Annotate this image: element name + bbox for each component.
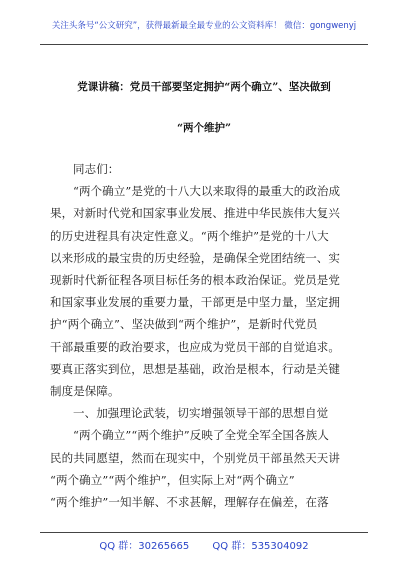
document-title-line-1: 党课讲稿：党员干部要坚定拥护“两个确立”、坚决做到	[77, 81, 331, 93]
paragraph-line: “两个确立”“两个维护”反映了全党全军全国各族人	[73, 428, 329, 443]
paragraph-line: 同志们：	[73, 162, 120, 176]
document-body	[50, 158, 362, 513]
header-divider	[40, 44, 368, 45]
paragraph-line: 果，对新时代党和国家事业发展、推进中华民族伟大复兴	[50, 206, 340, 221]
paragraph-line: 的历史进程具有决定性意义。“两个维护”是党的十八大	[50, 228, 329, 243]
paragraph-line: 以来形成的最宝贵的历史经验，是确保全党团结统一、实	[50, 250, 340, 265]
paragraph-line: 民的共同愿望，然而在现实中，个别党员干部虽然天天讲	[50, 450, 340, 465]
document-title-line-2: “两个维护”	[176, 122, 232, 134]
paragraph-line: 和国家事业发展的重要力量，干部更是中坚力量，坚定拥	[50, 295, 340, 310]
paragraph-line: 要真正落实到位，思想是基础，政治是根本，行动是关键	[50, 361, 340, 376]
footer-divider	[40, 532, 368, 533]
paragraph-line: 现新时代新征程各项目标任务的根本政治保证。党员是党	[50, 273, 340, 288]
paragraph-line: 护“两个确立”、坚决做到“两个维护”，是新时代党员	[50, 317, 318, 332]
header-notice: 关注头条号“公文研究”，获得最新最全最专业的公文资料库！ 微信：gongwenyj	[51, 21, 357, 31]
paragraph-line: “两个确立”是党的十八大以来取得的最重大的政治成	[73, 184, 341, 199]
paragraph-line: “两个确立”“两个维护”，但实际上对“两个确立”	[50, 472, 295, 487]
footer	[0, 537, 408, 552]
paragraph-line: “两个维护”一知半解、不求甚解，理解存在偏差，在落	[50, 495, 329, 510]
paragraph-line: 干部最重要的政治要求，也应成为党员干部的自觉追求。	[50, 339, 340, 354]
footer-qq-group-2: QQ 群：535304092	[212, 541, 309, 552]
paragraph-line: 一、加强理论武装，切实增强领导干部的思想自觉	[73, 406, 329, 421]
footer-qq-group-1: QQ 群：30265665	[99, 541, 190, 552]
paragraph-line: 制度是保障。	[50, 384, 120, 399]
